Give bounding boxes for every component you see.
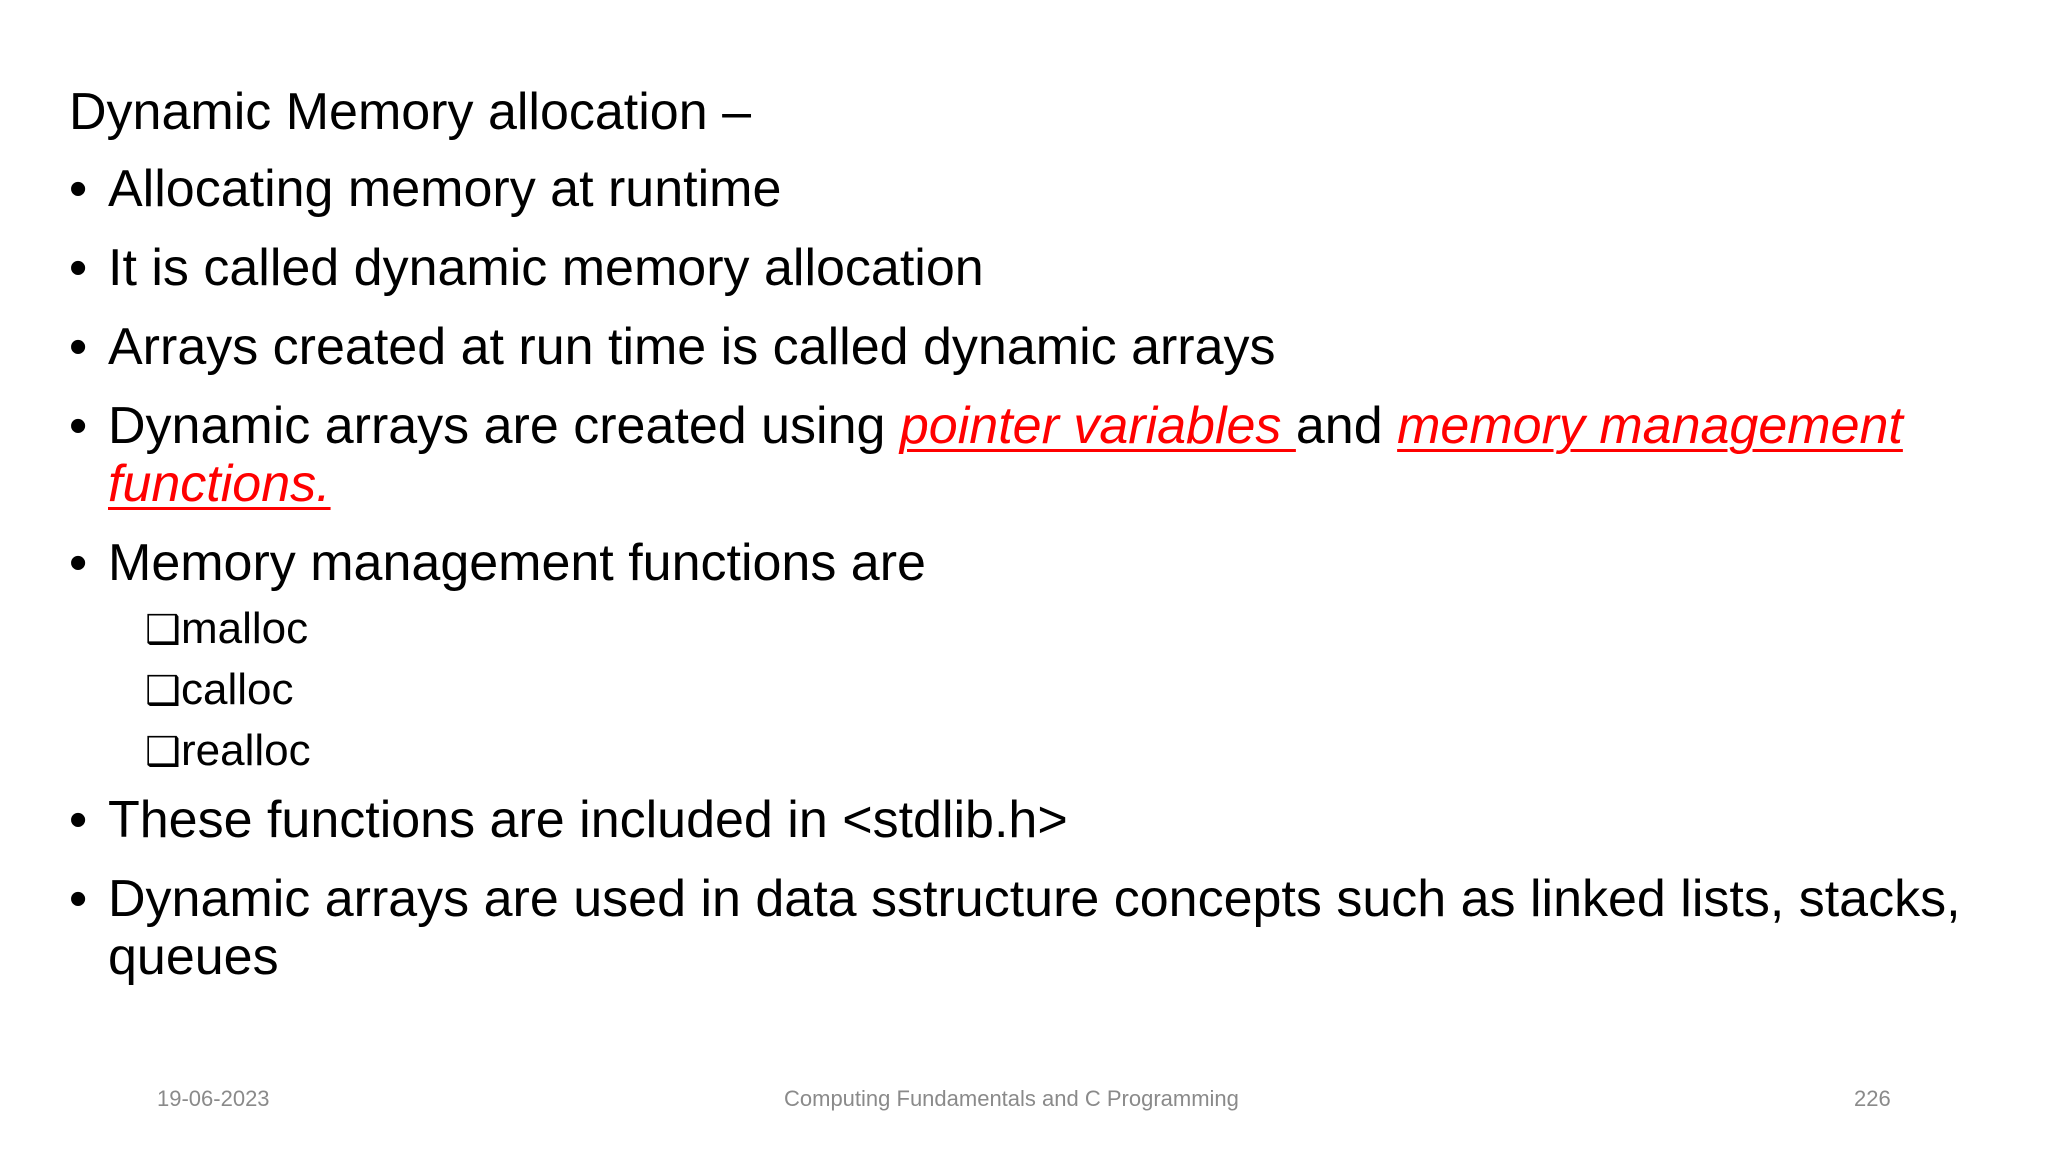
footer-date: 19-06-2023 xyxy=(157,1086,270,1111)
bullet-text: These functions are included in <stdlib.h> xyxy=(108,791,1068,849)
bullet-text-before: Dynamic arrays are created using xyxy=(108,397,900,455)
function-item-realloc xyxy=(145,721,2029,782)
checkbox-bullet-icon: ❑ xyxy=(145,608,181,652)
bullet-item xyxy=(69,534,2029,592)
emphasis-pointer-variables: pointer variables xyxy=(899,397,1296,455)
bullet-text: Memory management functions are xyxy=(108,534,926,592)
bullet-dot-icon: • xyxy=(69,239,88,297)
bullet-dot-icon: • xyxy=(69,397,88,455)
function-item-calloc xyxy=(145,660,2029,721)
checkbox-bullet-icon: ❑ xyxy=(145,730,181,774)
function-item-malloc xyxy=(145,599,2029,660)
bullet-dot-icon: • xyxy=(69,318,88,376)
function-name: malloc xyxy=(181,604,309,653)
bullet-dot-icon: • xyxy=(69,160,88,218)
bullet-item xyxy=(69,318,2029,376)
function-sublist-container xyxy=(69,599,2029,782)
function-name: calloc xyxy=(181,665,294,714)
bullet-item xyxy=(69,870,2029,986)
bullet-item xyxy=(69,239,2029,297)
function-sublist xyxy=(69,599,2029,782)
bullet-text: Allocating memory at runtime xyxy=(108,160,782,218)
footer-page-number: 226 xyxy=(1854,1086,1891,1111)
bullet-text: Dynamic arrays are used in data sstructure concepts such as linked lists, stacks, queues xyxy=(108,870,1961,986)
bullet-list xyxy=(69,160,2029,1007)
function-name: realloc xyxy=(181,726,311,775)
checkbox-bullet-icon: ❑ xyxy=(145,669,181,713)
bullet-text: It is called dynamic memory allocation xyxy=(108,239,984,297)
footer-title: Computing Fundamentals and C Programming xyxy=(784,1086,1239,1111)
bullet-text: Arrays created at run time is called dynamic arrays xyxy=(108,318,1276,376)
bullet-item xyxy=(69,160,2029,218)
bullet-dot-icon: • xyxy=(69,791,88,849)
bullet-dot-icon: • xyxy=(69,534,88,592)
emphasis-memory-management-functions: memory management functions. xyxy=(108,397,1903,513)
bullet-text-middle: and xyxy=(1295,397,1398,455)
bullet-dot-icon: • xyxy=(69,870,88,928)
bullet-item xyxy=(69,397,2029,513)
bullet-item xyxy=(69,791,2029,849)
slide-heading: Dynamic Memory allocation – xyxy=(69,83,752,141)
